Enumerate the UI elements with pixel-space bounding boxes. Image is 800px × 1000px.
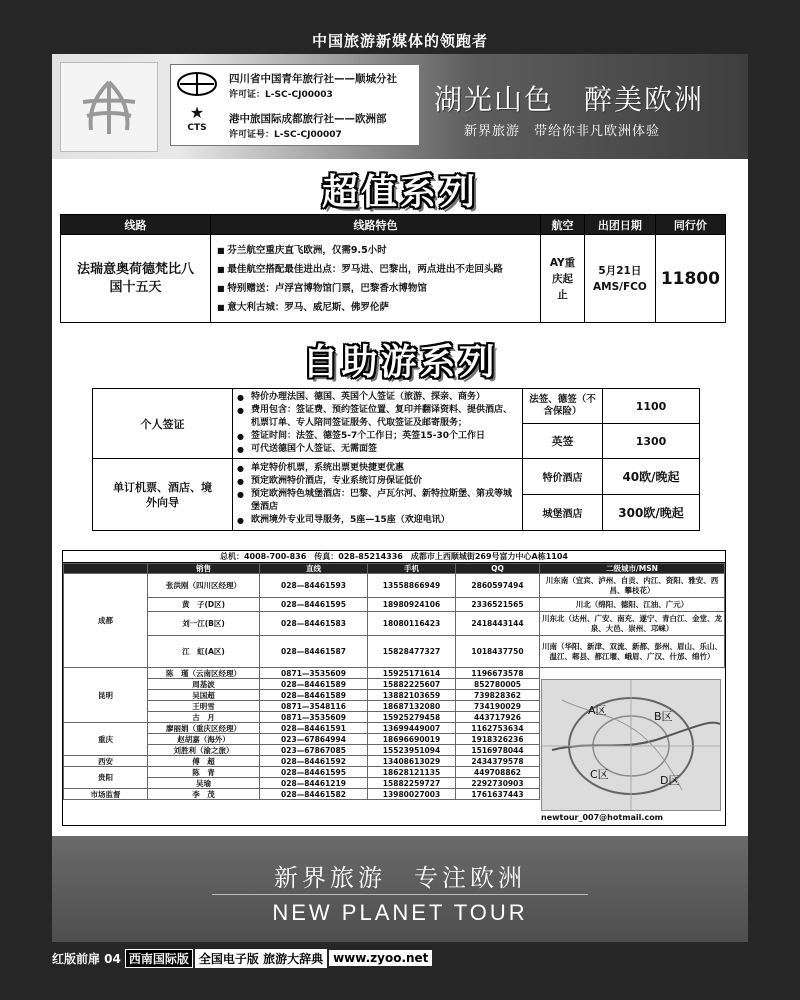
star-icon: ★	[189, 102, 205, 122]
qq-number: 1761637443	[456, 789, 540, 800]
qq-number: 1918326236	[456, 734, 540, 745]
contact-panel	[62, 550, 726, 826]
col-sales: 销售	[148, 564, 260, 574]
sales-name: 黄 子(D区)	[148, 598, 260, 612]
qq-number: 1196673578	[456, 668, 540, 679]
table-row	[64, 612, 725, 636]
top-banner: 中国旅游新媒体的领跑者	[311, 32, 488, 50]
phone-line: 028—84461595	[260, 598, 368, 612]
route-table	[60, 214, 726, 323]
route-price: 11800	[655, 235, 725, 323]
route-features	[211, 235, 541, 323]
agency1-license: 许可证：L-SC-CJ00003	[229, 90, 333, 100]
phone-mobile: 15523951094	[368, 745, 456, 756]
bottom-text: 全国电子版 旅游大辞典	[195, 949, 327, 968]
booking-price2: 300欧/晚起	[603, 495, 700, 531]
sales-name: 赵胡嘉（海外）	[148, 734, 260, 745]
booking-type2: 城堡酒店	[523, 495, 603, 531]
sales-name: 陈 青	[148, 767, 260, 778]
sales-name: 刘一江(B区)	[148, 612, 260, 636]
col-zone: 二级城市/MSN	[540, 564, 725, 574]
table-row	[64, 668, 725, 679]
phone-line: 0871—3535609	[260, 712, 368, 723]
table-row	[93, 389, 700, 424]
booking-label: 单订机票、酒店、境外向导	[93, 459, 233, 531]
col-mobile: 手机	[368, 564, 456, 574]
visa-price1: 1100	[603, 389, 700, 424]
phone-mobile: 13408613029	[368, 756, 456, 767]
sales-name: 周基波	[148, 679, 260, 690]
phone-line: 023—67867085	[260, 745, 368, 756]
city-cell: 昆明	[64, 668, 148, 723]
list-item: ■ 特别赠送：卢浮宫博物馆门票，巴黎香水博物馆	[217, 279, 534, 298]
footer-divider	[212, 894, 588, 895]
sales-name: 陈 瑾（云南区经理）	[148, 668, 260, 679]
phone-mobile: 13980027003	[368, 789, 456, 800]
city-cell: 重庆	[64, 723, 148, 756]
phone-mobile: 15882259727	[368, 778, 456, 789]
phone-mobile: 15828477327	[368, 636, 456, 668]
list-item: ■ 最佳航空搭配最佳进出点：罗马进、巴黎出，两点进出不走回头路	[217, 260, 534, 279]
phone-line: 028—84461589	[260, 679, 368, 690]
sales-name: 李 茂	[148, 789, 260, 800]
chengdu-map	[541, 679, 721, 811]
phone-mobile: 18080116423	[368, 612, 456, 636]
qq-number: 852780005	[456, 679, 540, 690]
sales-name: 廖丽娟（重庆区经理）	[148, 723, 260, 734]
route-table-header	[61, 215, 726, 235]
visa-label: 个人签证	[93, 389, 233, 459]
zone-cell: 川北（绵阳、德阳、江油、广元）	[540, 598, 725, 612]
col-qq: QQ	[456, 564, 540, 574]
qq-number: 2860597494	[456, 574, 540, 598]
list-item: ■ 意大利古城：罗马、威尼斯、佛罗伦萨	[217, 298, 534, 317]
qq-number: 449708862	[456, 767, 540, 778]
city-cell: 成都	[64, 574, 148, 668]
footer-english: NEW PLANET TOUR	[272, 900, 528, 925]
sales-name: 刘胜利（渝之旅）	[148, 745, 260, 756]
list-item: ● 单定特价机票，系统出票更快捷更优惠	[237, 462, 518, 475]
footer-banner	[52, 836, 748, 942]
qq-number: 1516978044	[456, 745, 540, 756]
header-slogan: 湖光山色 醉美欧洲	[434, 83, 705, 116]
zone-cell: 川东南（宜宾、泸州、自贡、内江、资阳、雅安、西昌、攀枝花）	[540, 574, 725, 598]
qq-number: 1162753634	[456, 723, 540, 734]
visa-type1: 法签、德签（不含保险）	[523, 389, 603, 424]
visa-type2: 英签	[523, 424, 603, 459]
list-item: ● 预定欧洲特色城堡酒店：巴黎、卢瓦尔河、新特拉斯堡、第戎等城堡酒店	[237, 488, 518, 514]
page-number: 红版前扉 04	[52, 951, 121, 966]
list-item: ● 欧洲境外专业司导服务，5座—15座（欢迎电讯）	[237, 514, 518, 527]
col-features: 线路特色	[211, 215, 541, 235]
map-label-d: D区	[660, 774, 680, 787]
phone-line: 028—84461219	[260, 778, 368, 789]
col-city	[64, 564, 148, 574]
map-label-b: B区	[654, 710, 673, 723]
map-label-c: C区	[590, 768, 609, 781]
list-item: ● 签证时间：法签、德签5-7个工作日；英签15-30个工作日	[237, 430, 518, 443]
agency2-name: 港中旅国际成都旅行社——欧洲部	[229, 113, 387, 125]
agency-box	[170, 64, 420, 146]
booking-type1: 特价酒店	[523, 459, 603, 495]
qq-number: 2292730903	[456, 778, 540, 789]
contact-info: 总机：4008-700-836 传真：028-85214336 成都市上西顺城街269号富力中心A栋1104	[63, 551, 725, 563]
agency1-name: 四川省中国青年旅行社——顺城分社	[229, 73, 397, 85]
phone-mobile: 15925279458	[368, 712, 456, 723]
list-item: ■ 芬兰航空重庆直飞欧洲，仅需9.5小时	[217, 241, 534, 260]
phone-line: 028—84461591	[260, 723, 368, 734]
qq-number: 2336521565	[456, 598, 540, 612]
contact-table-header	[64, 564, 725, 574]
sales-name: 吴国超	[148, 690, 260, 701]
table-row	[64, 574, 725, 598]
phone-line: 028—84461593	[260, 574, 368, 598]
col-line: 直线	[260, 564, 368, 574]
phone-mobile: 18628121135	[368, 767, 456, 778]
phone-mobile: 18696690019	[368, 734, 456, 745]
list-item: ● 费用包含：签证费、预约签证位置、复印并翻译资料、提供酒店、机票订单、专人陪同签证服务、代取签证及邮寄服务；	[237, 404, 518, 430]
route-airline: AY重庆起止	[541, 235, 585, 323]
sales-name: 吴瑜	[148, 778, 260, 789]
qq-number: 443717926	[456, 712, 540, 723]
phone-line: 0871—3548116	[260, 701, 368, 712]
phone-mobile: 13699449007	[368, 723, 456, 734]
qq-number: 2434379578	[456, 756, 540, 767]
brand-logo	[60, 62, 158, 152]
sales-name: 傅 超	[148, 756, 260, 767]
phone-line: 028—84461592	[260, 756, 368, 767]
zone-cell: 川南（华阳、新津、双流、新都、彭州、眉山、乐山、温江、郫县、都江堰、峨眉、广汉、什邡、绵竹）	[540, 636, 725, 668]
edition-label: 西南国际版	[125, 949, 193, 968]
page-sheet	[52, 54, 748, 942]
booking-details	[233, 459, 523, 531]
section2-title: 自助游系列	[302, 342, 498, 383]
agency2-license: 许可证号：L-SC-CJ00007	[229, 130, 342, 140]
footer-slogan: 新界旅游 专注欧洲	[274, 864, 526, 892]
phone-line: 028—84461582	[260, 789, 368, 800]
col-airline: 航空	[541, 215, 585, 235]
list-item: ● 可代送德国个人签证、无需面签	[237, 443, 518, 456]
phone-mobile: 15882225607	[368, 679, 456, 690]
table-row	[61, 235, 726, 323]
qq-number: 739828362	[456, 690, 540, 701]
route-date: 5月21日 AMS/FCO	[585, 235, 656, 323]
sales-name: 张洪刚（四川区经理）	[148, 574, 260, 598]
zone-cell: 川东北（达州、广安、南充、遂宁、青白江、金堂、龙泉、大邑、崇州、邛崃）	[540, 612, 725, 636]
sales-name: 古 月	[148, 712, 260, 723]
phone-line: 028—84461595	[260, 767, 368, 778]
qq-number: 1018437750	[456, 636, 540, 668]
phone-line: 028—84461587	[260, 636, 368, 668]
city-cell: 西安	[64, 756, 148, 767]
visa-price2: 1300	[603, 424, 700, 459]
phone-mobile: 13882103659	[368, 690, 456, 701]
contact-email[interactable]: newtour_007@hotmail.com	[541, 813, 664, 822]
phone-line: 023—67864994	[260, 734, 368, 745]
col-price: 同行价	[655, 215, 725, 235]
phone-mobile: 18980924106	[368, 598, 456, 612]
bottom-bar	[52, 948, 434, 968]
qq-number: 734190029	[456, 701, 540, 712]
header-subslogan: 新界旅游 带给你非凡欧洲体验	[464, 124, 661, 139]
visa-details	[233, 389, 523, 459]
col-date: 出团日期	[585, 215, 656, 235]
cts-logo-icon: ★ CTS	[187, 102, 207, 133]
header-banner	[52, 54, 748, 159]
qq-number: 2418443144	[456, 612, 540, 636]
col-route: 线路	[61, 215, 211, 235]
phone-line: 028—84461583	[260, 612, 368, 636]
list-item: ● 特价办理法国、德国、英国个人签证（旅游、探亲、商务）	[237, 391, 518, 404]
list-item: ● 预定欧洲特价酒店，专业系统订房保证低价	[237, 475, 518, 488]
route-name: 法瑞意奥荷德梵比八国十五天	[61, 235, 211, 323]
city-cell: 市场监督	[64, 789, 148, 800]
phone-mobile: 18687132080	[368, 701, 456, 712]
city-cell: 贵阳	[64, 767, 148, 789]
table-row	[93, 459, 700, 495]
booking-price1: 40欧/晚起	[603, 459, 700, 495]
website-link[interactable]: www.zyoo.net	[329, 950, 432, 966]
phone-mobile: 15925171614	[368, 668, 456, 679]
phone-mobile: 13558866949	[368, 574, 456, 598]
phone-line: 028—84461589	[260, 690, 368, 701]
sales-name: 江 虹(A区)	[148, 636, 260, 668]
sales-name: 王明雪	[148, 701, 260, 712]
table-row	[64, 636, 725, 668]
phone-line: 0871—3535609	[260, 668, 368, 679]
table-row	[64, 598, 725, 612]
youth-travel-logo-icon	[175, 69, 219, 99]
service-table	[92, 388, 700, 531]
section1-title: 超值系列	[321, 172, 478, 213]
map-label-a: A区	[588, 704, 607, 717]
